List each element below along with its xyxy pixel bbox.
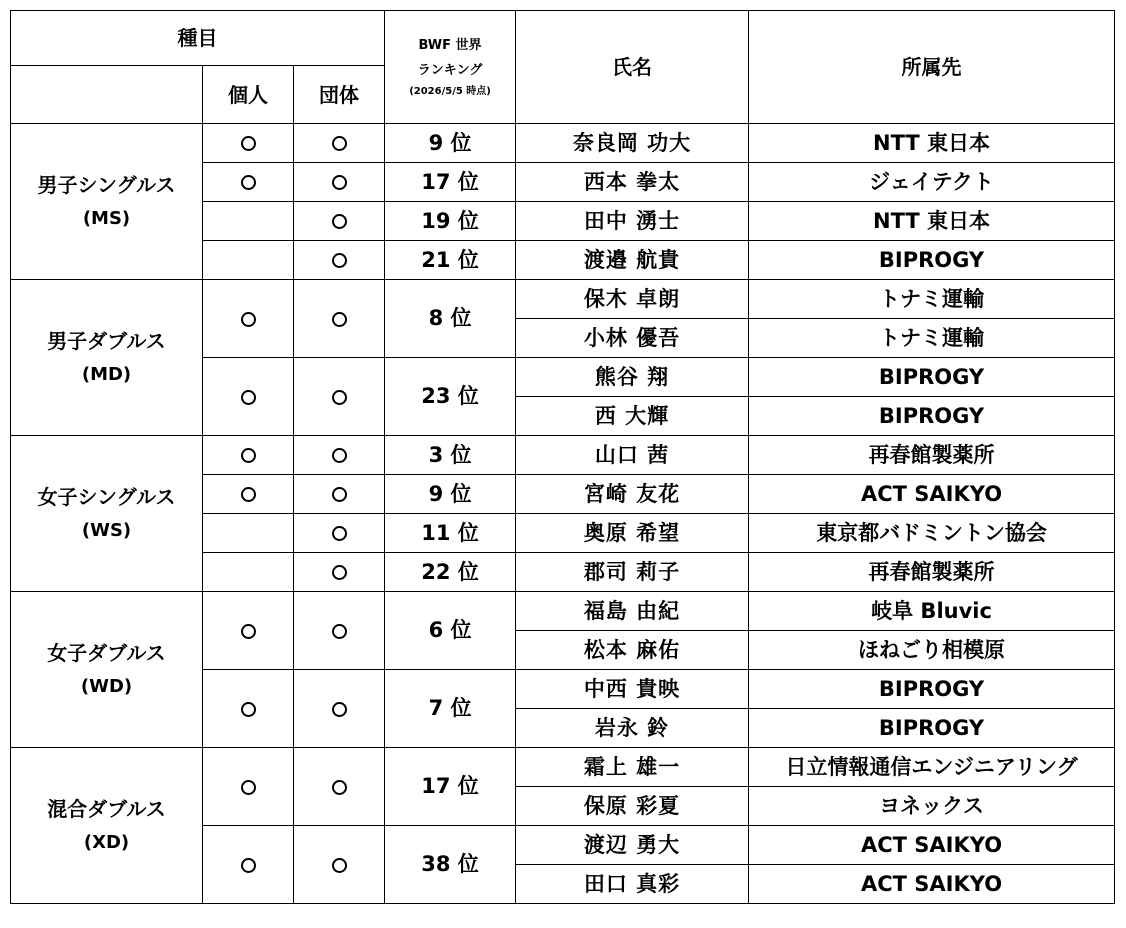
affiliation-cell: BIPROGY [749,358,1115,397]
player-name-cell: 宮崎 友花 [516,475,749,514]
individual-cell [203,748,294,826]
affiliation-cell: BIPROGY [749,670,1115,709]
team-cell [294,436,385,475]
affiliation-cell: トナミ運輸 [749,319,1115,358]
circle-mark-icon [332,565,347,580]
player-name-cell: 小林 優吾 [516,319,749,358]
individual-cell [203,436,294,475]
ranking-header [385,11,516,124]
player-name-cell: 保木 卓朗 [516,280,749,319]
affiliation-cell: 再春館製薬所 [749,436,1115,475]
roster-table [10,10,1115,904]
affiliation-cell: NTT 東日本 [749,202,1115,241]
affiliation-cell: ACT SAIKYO [749,865,1115,904]
individual-cell [203,592,294,670]
event-subheader-blank [11,66,203,124]
player-name-cell: 渡辺 勇大 [516,826,749,865]
table-row [11,592,1115,631]
player-name-cell: 奈良岡 功大 [516,124,749,163]
circle-mark-icon [332,448,347,463]
circle-mark-icon [332,526,347,541]
affiliation-cell: BIPROGY [749,241,1115,280]
affiliation-cell: ヨネックス [749,787,1115,826]
event-cell [11,592,203,748]
player-name-cell: 奥原 希望 [516,514,749,553]
rank-cell: 38 位 [385,826,516,904]
circle-mark-icon [241,702,256,717]
circle-mark-icon [241,448,256,463]
circle-mark-icon [332,175,347,190]
circle-mark-icon [241,390,256,405]
rank-cell: 3 位 [385,436,516,475]
ranking-header-line1: BWF 世界 [418,38,482,54]
rank-cell: 11 位 [385,514,516,553]
player-name-cell: 霜上 雄一 [516,748,749,787]
team-header: 団体 [294,66,385,124]
team-cell [294,202,385,241]
affiliation-cell: BIPROGY [749,397,1115,436]
individual-cell [203,241,294,280]
rank-cell: 19 位 [385,202,516,241]
circle-mark-icon [241,858,256,873]
player-name-cell: 福島 由紀 [516,592,749,631]
event-name: 女子シングルス [37,485,176,510]
player-name-cell: 西 大輝 [516,397,749,436]
team-cell [294,280,385,358]
rank-cell: 8 位 [385,280,516,358]
rank-cell: 6 位 [385,592,516,670]
player-name-cell: 渡邉 航貴 [516,241,749,280]
event-cell [11,124,203,280]
individual-cell [203,514,294,553]
event-name: 男子シングルス [37,173,176,198]
player-name-cell: 岩永 鈴 [516,709,749,748]
rank-cell: 21 位 [385,241,516,280]
name-header: 氏名 [516,11,749,124]
event-code: (WS) [81,520,132,542]
player-name-cell: 田中 湧士 [516,202,749,241]
team-cell [294,826,385,904]
individual-cell [203,553,294,592]
event-header: 種目 [11,11,385,66]
circle-mark-icon [241,312,256,327]
ranking-header-line2: ランキング [417,63,483,78]
affiliation-cell: NTT 東日本 [749,124,1115,163]
individual-cell [203,202,294,241]
team-cell [294,358,385,436]
team-cell [294,241,385,280]
circle-mark-icon [332,858,347,873]
affiliation-cell: BIPROGY [749,709,1115,748]
table-body [11,124,1115,904]
affiliation-cell: 岐阜 Bluvic [749,592,1115,631]
event-name: 女子ダブルス [47,641,166,666]
table-header [11,11,1115,124]
event-code: (MS) [82,208,131,230]
ranking-asof: (2026/5/5 時点) [409,85,491,97]
team-cell [294,553,385,592]
team-cell [294,124,385,163]
table-row [11,124,1115,163]
circle-mark-icon [332,780,347,795]
rank-cell: 9 位 [385,124,516,163]
team-cell [294,163,385,202]
team-cell [294,670,385,748]
event-code: (XD) [83,832,130,854]
individual-cell [203,358,294,436]
individual-cell [203,670,294,748]
event-cell [11,280,203,436]
circle-mark-icon [241,487,256,502]
circle-mark-icon [241,780,256,795]
rank-cell: 17 位 [385,748,516,826]
rank-cell: 17 位 [385,163,516,202]
player-name-cell: 松本 麻佑 [516,631,749,670]
player-name-cell: 田口 真彩 [516,865,749,904]
circle-mark-icon [332,487,347,502]
individual-cell [203,280,294,358]
circle-mark-icon [332,253,347,268]
circle-mark-icon [332,312,347,327]
affiliation-cell: ジェイテクト [749,163,1115,202]
player-name-cell: 熊谷 翔 [516,358,749,397]
affiliation-cell: 再春館製薬所 [749,553,1115,592]
circle-mark-icon [241,624,256,639]
player-name-cell: 西本 拳太 [516,163,749,202]
event-name: 混合ダブルス [47,797,166,822]
affiliation-cell: トナミ運輸 [749,280,1115,319]
event-name: 男子ダブルス [47,329,166,354]
event-code: (MD) [81,364,132,386]
rank-cell: 9 位 [385,475,516,514]
event-cell [11,436,203,592]
team-cell [294,514,385,553]
individual-cell [203,124,294,163]
circle-mark-icon [332,214,347,229]
circle-mark-icon [332,624,347,639]
player-name-cell: 郡司 莉子 [516,553,749,592]
circle-mark-icon [241,175,256,190]
team-cell [294,592,385,670]
individual-cell [203,475,294,514]
affiliation-cell: 日立情報通信エンジニアリング [749,748,1115,787]
table-row [11,748,1115,787]
circle-mark-icon [332,702,347,717]
rank-cell: 7 位 [385,670,516,748]
circle-mark-icon [332,136,347,151]
affiliation-cell: ほねごり相模原 [749,631,1115,670]
table-row [11,280,1115,319]
player-name-cell: 保原 彩夏 [516,787,749,826]
player-name-cell: 中西 貴映 [516,670,749,709]
affiliation-cell: 東京都バドミントン協会 [749,514,1115,553]
event-code: (WD) [80,676,133,698]
rank-cell: 22 位 [385,553,516,592]
affiliation-cell: ACT SAIKYO [749,475,1115,514]
rank-cell: 23 位 [385,358,516,436]
affiliation-cell: ACT SAIKYO [749,826,1115,865]
table-row [11,436,1115,475]
individual-cell [203,163,294,202]
event-cell [11,748,203,904]
team-cell [294,475,385,514]
team-cell [294,748,385,826]
player-name-cell: 山口 茜 [516,436,749,475]
affiliation-header: 所属先 [749,11,1115,124]
individual-cell [203,826,294,904]
individual-header: 個人 [203,66,294,124]
circle-mark-icon [332,390,347,405]
circle-mark-icon [241,136,256,151]
